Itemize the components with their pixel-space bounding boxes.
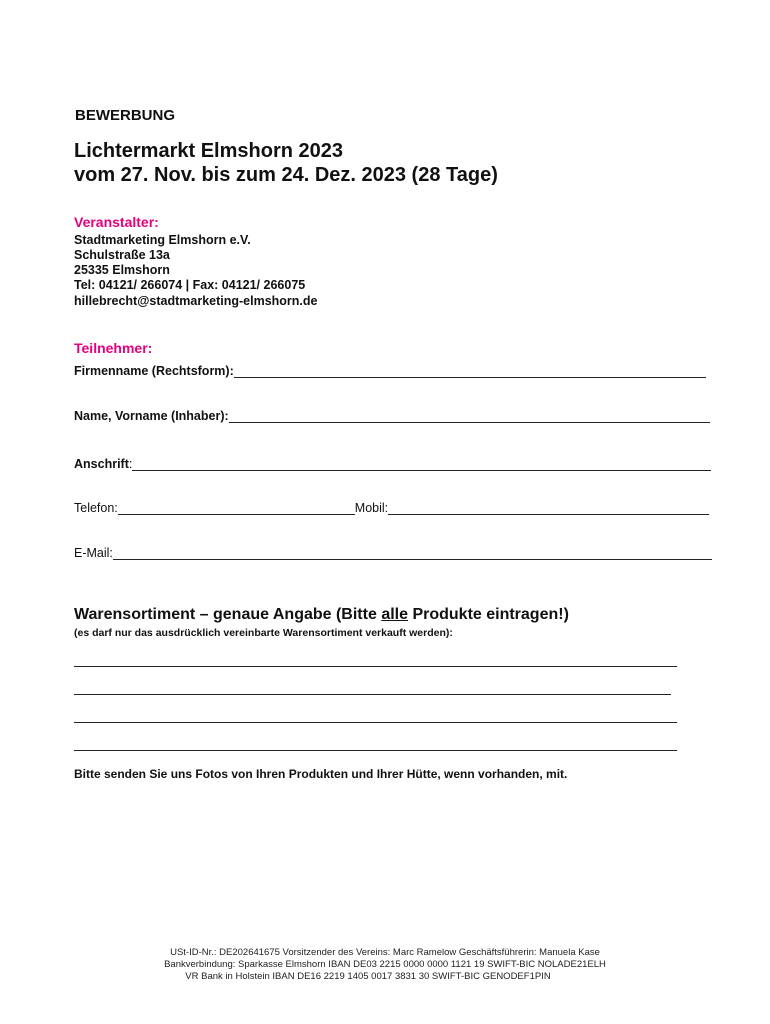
organizer-name: Stadtmarketing Elmshorn e.V. [74, 233, 251, 247]
page-subtitle: vom 27. Nov. bis zum 24. Dez. 2023 (28 Tage) [74, 164, 498, 186]
address-colon: : [128, 457, 133, 471]
mobile-label: Mobil: [354, 501, 389, 515]
organizer-email: hillebrecht@stadtmarketing-elmshorn.de [74, 294, 318, 308]
goods-line-1[interactable] [74, 666, 677, 667]
goods-line-3[interactable] [74, 722, 677, 723]
address-row [74, 457, 711, 471]
phone-field[interactable] [118, 502, 355, 515]
photo-note: Bitte senden Sie uns Fotos von Ihren Produkten und Ihrer Hütte, wenn vorhanden, mit. [74, 767, 568, 781]
goods-heading-suffix: Produkte eintragen!) [408, 606, 569, 623]
mobile-field[interactable] [388, 502, 709, 515]
footer-line-2: Bankverbindung: Sparkasse Elmshorn IBAN DE03 2215 0000 0000 1121 19 SWIFT-BIC NOLADE21ELH [164, 959, 606, 970]
phone-label: Telefon: [74, 501, 118, 515]
organizer-heading: Veranstalter: [74, 214, 159, 230]
address-label: Anschrift [74, 457, 129, 471]
goods-heading [74, 606, 569, 624]
name-row [74, 409, 710, 423]
page-title: Lichtermarkt Elmshorn 2023 [74, 140, 343, 162]
company-label: Firmenname (Rechtsform): [74, 364, 234, 378]
company-row [74, 364, 706, 378]
name-label: Name, Vorname (Inhaber): [74, 409, 229, 423]
goods-line-4[interactable] [74, 750, 677, 751]
goods-heading-emphasis: alle [381, 606, 408, 623]
footer-line-1: USt-ID-Nr.: DE202641675 Vorsitzender des Vereins: Marc Ramelow Geschäftsführerin: Manuela Kase [170, 947, 600, 958]
goods-line-2[interactable] [74, 694, 671, 695]
email-field[interactable] [113, 547, 712, 560]
organizer-street: Schulstraße 13a [74, 248, 170, 262]
participant-heading: Teilnehmer: [74, 340, 153, 356]
email-row [74, 546, 712, 560]
name-field[interactable] [229, 410, 710, 423]
goods-note: (es darf nur das ausdrücklich vereinbarte Warensortiment verkauft werden): [74, 627, 453, 639]
form-kicker: BEWERBUNG [75, 107, 175, 124]
organizer-contact: Tel: 04121/ 266074 | Fax: 04121/ 266075 [74, 278, 306, 292]
email-label: E-Mail: [74, 546, 113, 560]
goods-heading-prefix: Warensortiment – genaue Angabe (Bitte [74, 606, 382, 623]
company-field[interactable] [234, 365, 706, 378]
footer-line-3: VR Bank in Holstein IBAN DE16 2219 1405 0017 3831 30 SWIFT-BIC GENODEF1PIN [185, 971, 551, 982]
organizer-city: 25335 Elmshorn [74, 263, 170, 277]
address-field[interactable] [132, 458, 711, 471]
phone-row [74, 501, 709, 515]
